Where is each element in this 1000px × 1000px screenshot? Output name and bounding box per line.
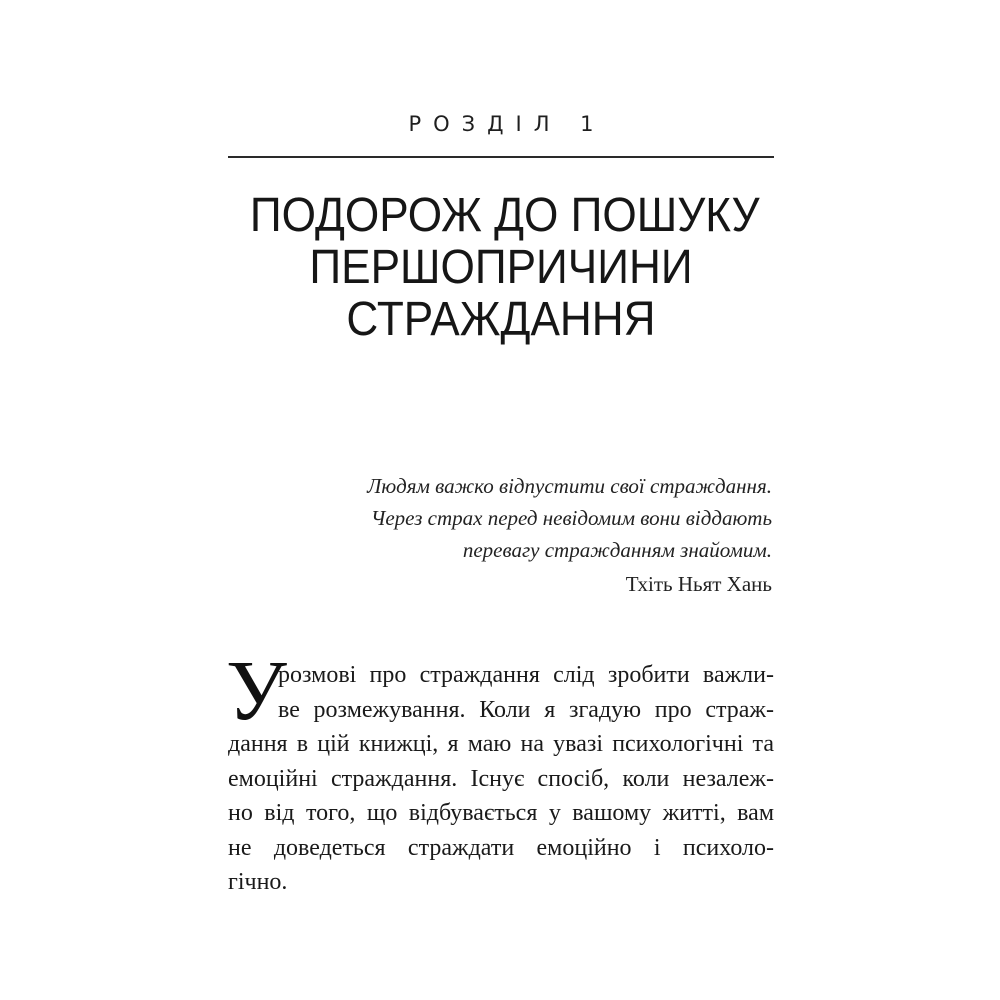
drop-cap: У xyxy=(226,642,287,738)
chapter-title-line: ПОДОРОЖ ДО ПОШУКУ xyxy=(249,189,760,242)
body-line: не доведеться страждати емоційно і психоло- xyxy=(228,834,774,861)
body-line: дання в цій книжці, я маю на увазі психологічні та xyxy=(228,731,774,757)
body-line: розмові про страждання слід зробити важли- xyxy=(278,662,774,688)
chapter-divider xyxy=(228,156,774,158)
chapter-title-line: СТРАЖДАННЯ xyxy=(346,293,656,346)
body-line: гічно. xyxy=(228,869,288,895)
epigraph-line: Людям важко відпустити свої страждання. xyxy=(367,474,772,498)
epigraph-line: Через страх перед невідомим вони віддають xyxy=(370,506,772,530)
body-line: емоційні страждання. Існує спосіб, коли незалеж- xyxy=(228,765,774,792)
body-line: ве розмежування. Коли я згадую про страж- xyxy=(278,696,774,723)
epigraph-line: перевагу стражданням знайомим. xyxy=(462,538,772,562)
body-line: но від того, що відбувається у вашому житті, вам xyxy=(228,800,774,826)
chapter-label: РОЗДІЛ 1 xyxy=(408,112,606,136)
chapter-title xyxy=(249,189,760,346)
body-paragraph xyxy=(228,658,774,900)
chapter-title-line: ПЕРШОПРИЧИНИ xyxy=(309,241,693,294)
epigraph-quote xyxy=(300,470,772,566)
epigraph-author: Тхіть Ньят Хань xyxy=(625,572,772,596)
